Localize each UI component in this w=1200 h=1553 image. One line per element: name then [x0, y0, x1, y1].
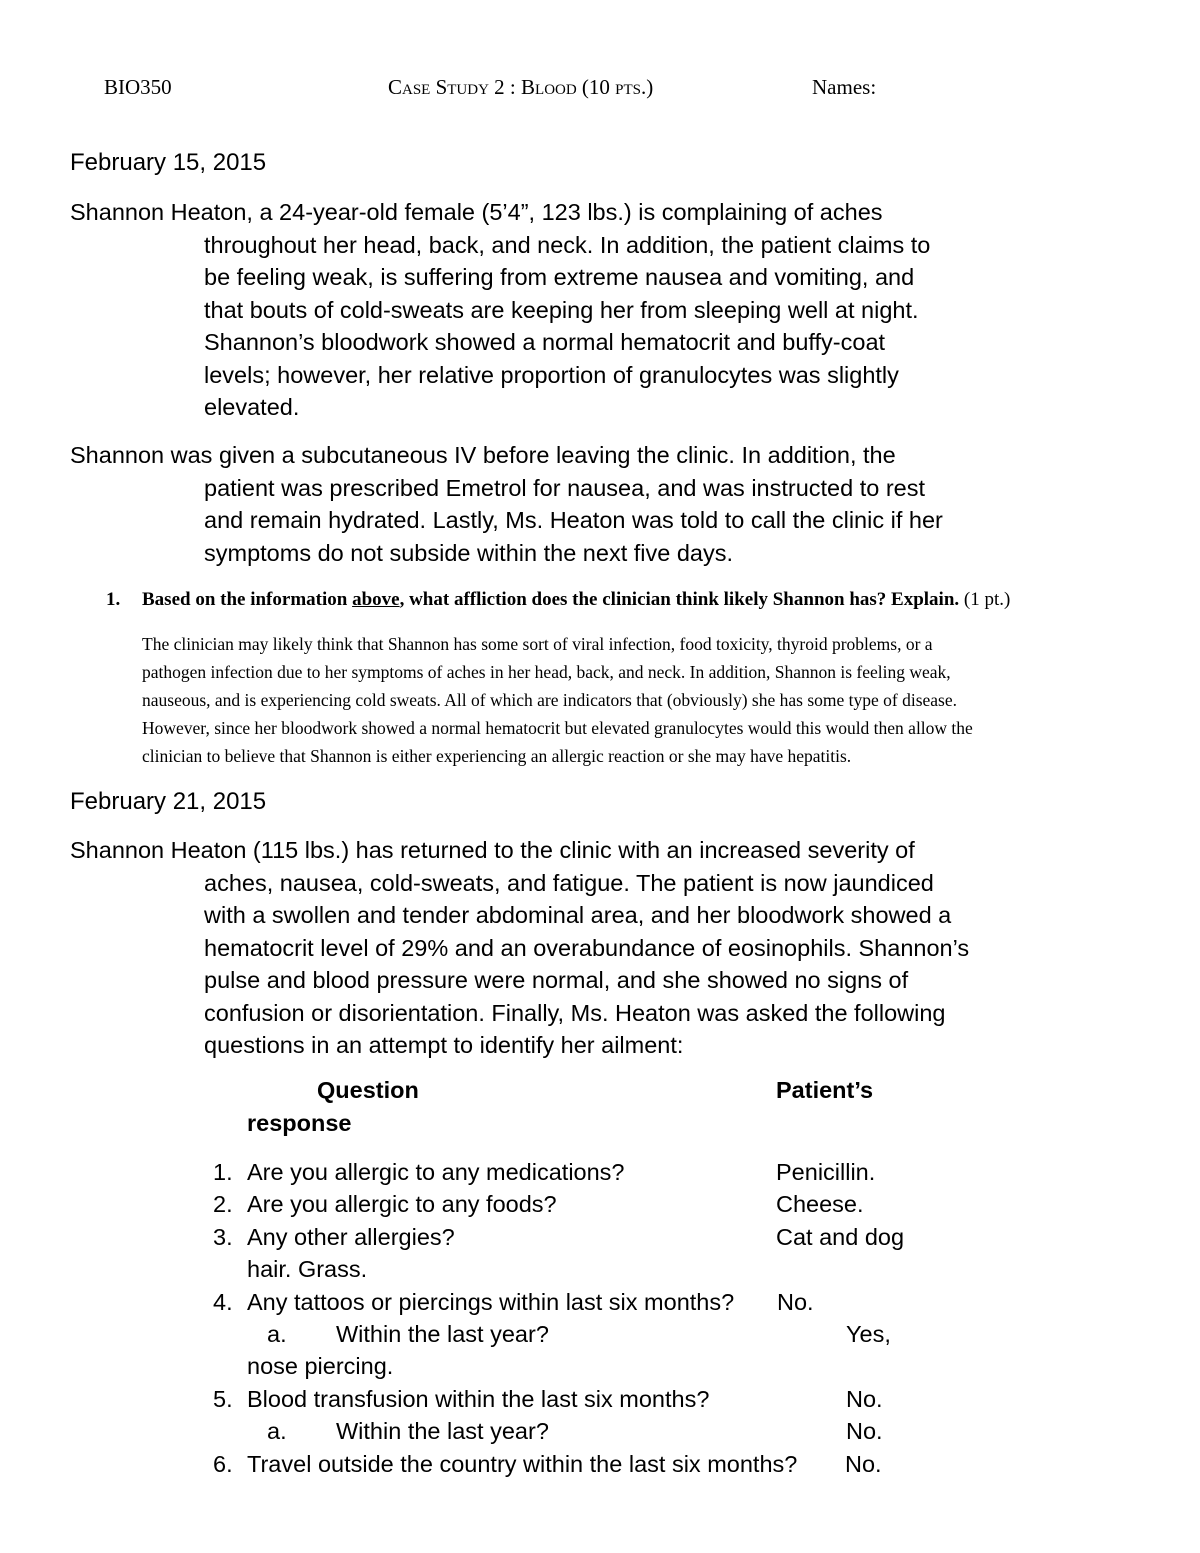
paragraph-line: elevated.: [204, 394, 300, 420]
qa-header-response: Patient’s: [776, 1077, 874, 1103]
qa-row-number: 5.: [213, 1386, 233, 1412]
document-title: Case Study 2 : Blood (10 pts.): [388, 75, 654, 99]
answer-line: However, since her bloodwork showed a normal hematocrit but elevated granulocytes would this would then allow the: [142, 718, 973, 738]
qa-row-answer: No.: [777, 1289, 814, 1315]
qa-row-question: Any other allergies?: [247, 1224, 455, 1250]
qa-row-number: 1.: [213, 1159, 233, 1185]
qa-header-question: Question: [317, 1077, 419, 1103]
course-code: BIO350: [104, 75, 172, 99]
qa-row-answer: Penicillin.: [776, 1159, 876, 1185]
question-1-number: 1.: [106, 589, 121, 610]
answer-line: The clinician may likely think that Shannon has some sort of viral infection, food toxicity, thyroid problems, or a: [142, 634, 933, 654]
paragraph-line: symptoms do not subside within the next five days.: [204, 539, 734, 566]
qa-row-answer: Cheese.: [776, 1191, 864, 1217]
paragraph-line: patient was prescribed Emetrol for nausea, and was instructed to rest: [204, 474, 926, 501]
question-1-points: (1 pt.): [963, 589, 1011, 610]
qa-row-question: Are you allergic to any foods?: [247, 1191, 557, 1217]
qa-row-answer-cont: hair. Grass.: [247, 1256, 368, 1282]
paragraph-line: Shannon Heaton (115 lbs.) has returned to the clinic with an increased severity of: [70, 837, 915, 863]
qa-row-question: Travel outside the country within the last six months?: [247, 1451, 798, 1477]
qa-subrow-question: Within the last year?: [336, 1321, 549, 1347]
paragraph-line: questions in an attempt to identify her ailment:: [204, 1032, 684, 1058]
answer-line: clinician to believe that Shannon is either experiencing an allergic reaction or she may have hepatitis.: [142, 746, 852, 766]
qa-row-answer: No.: [845, 1451, 882, 1477]
qa-subrow-answer: Yes,: [846, 1321, 891, 1347]
qa-subrow-letter: a.: [267, 1418, 287, 1444]
qa-row-question: Are you allergic to any medications?: [247, 1159, 625, 1185]
paragraph-line: with a swollen and tender abdominal area, and her bloodwork showed a: [204, 902, 952, 928]
paragraph-line: throughout her head, back, and neck. In addition, the patient claims to: [204, 231, 931, 258]
question-1-underlined: above: [352, 589, 400, 610]
paragraph-line: Shannon Heaton, a 24-year-old female (5’4”, 123 lbs.) is complaining of aches: [70, 199, 883, 225]
qa-row-number: 3.: [213, 1224, 233, 1250]
qa-subrow-answer: No.: [846, 1418, 883, 1444]
paragraph-line: Shannon’s bloodwork showed a normal hematocrit and buffy-coat: [204, 329, 886, 355]
qa-row-number: 4.: [213, 1289, 233, 1315]
answer-line: nauseous, and is experiencing cold sweats. All of which are indicators that (obviously) she has some type of disease.: [142, 690, 958, 710]
qa-row-number: 6.: [213, 1451, 233, 1477]
case-paragraph-1: [70, 196, 930, 424]
qa-subrow-answer-cont: nose piercing.: [247, 1353, 394, 1379]
paragraph-line: levels; however, her relative proportion of granulocytes was slightly: [204, 361, 899, 388]
qa-row-question: Any tattoos or piercings within last six months?: [247, 1289, 735, 1315]
qa-subrow-question: Within the last year?: [336, 1418, 549, 1444]
paragraph-line: Shannon was given a subcutaneous IV before leaving the clinic. In addition, the: [70, 442, 896, 468]
paragraph-line: that bouts of cold-sweats are keeping her from sleeping well at night.: [204, 296, 919, 323]
answer-line: pathogen infection due to her symptoms of aches in her head, back, and neck. In addition, Shannon is feeling weak,: [142, 662, 951, 682]
paragraph-line: and remain hydrated. Lastly, Ms. Heaton was told to call the clinic if her: [204, 507, 943, 533]
paragraph-line: pulse and blood pressure were normal, and she showed no signs of: [204, 967, 909, 993]
question-1-answer: [142, 630, 973, 770]
qa-row-answer: No.: [846, 1386, 883, 1412]
qa-row-number: 2.: [213, 1191, 233, 1217]
qa-header-response-cont: response: [247, 1110, 352, 1136]
case-paragraph-2: [70, 439, 943, 569]
date-heading-1: February 15, 2015: [70, 149, 267, 176]
date-heading-2: February 21, 2015: [70, 788, 267, 815]
question-1-text-end: , what affliction does the clinician think likely Shannon has? Explain.: [399, 589, 960, 610]
question-1: [142, 589, 1010, 611]
paragraph-line: hematocrit level of 29% and an overabundance of eosinophils. Shannon’s: [204, 934, 970, 961]
qa-row-question: Blood transfusion within the last six months?: [247, 1386, 710, 1412]
paragraph-line: aches, nausea, cold-sweats, and fatigue. The patient is now jaundiced: [204, 869, 934, 896]
names-label: Names:: [812, 75, 877, 99]
paragraph-line: confusion or disorientation. Finally, Ms. Heaton was asked the following: [204, 999, 946, 1026]
paragraph-line: be feeling weak, is suffering from extreme nausea and vomiting, and: [204, 264, 915, 290]
qa-subrow-letter: a.: [267, 1321, 287, 1347]
case-paragraph-3: [70, 834, 969, 1062]
question-1-text: Based on the information: [142, 589, 353, 610]
qa-row-answer: Cat and dog: [776, 1224, 905, 1250]
